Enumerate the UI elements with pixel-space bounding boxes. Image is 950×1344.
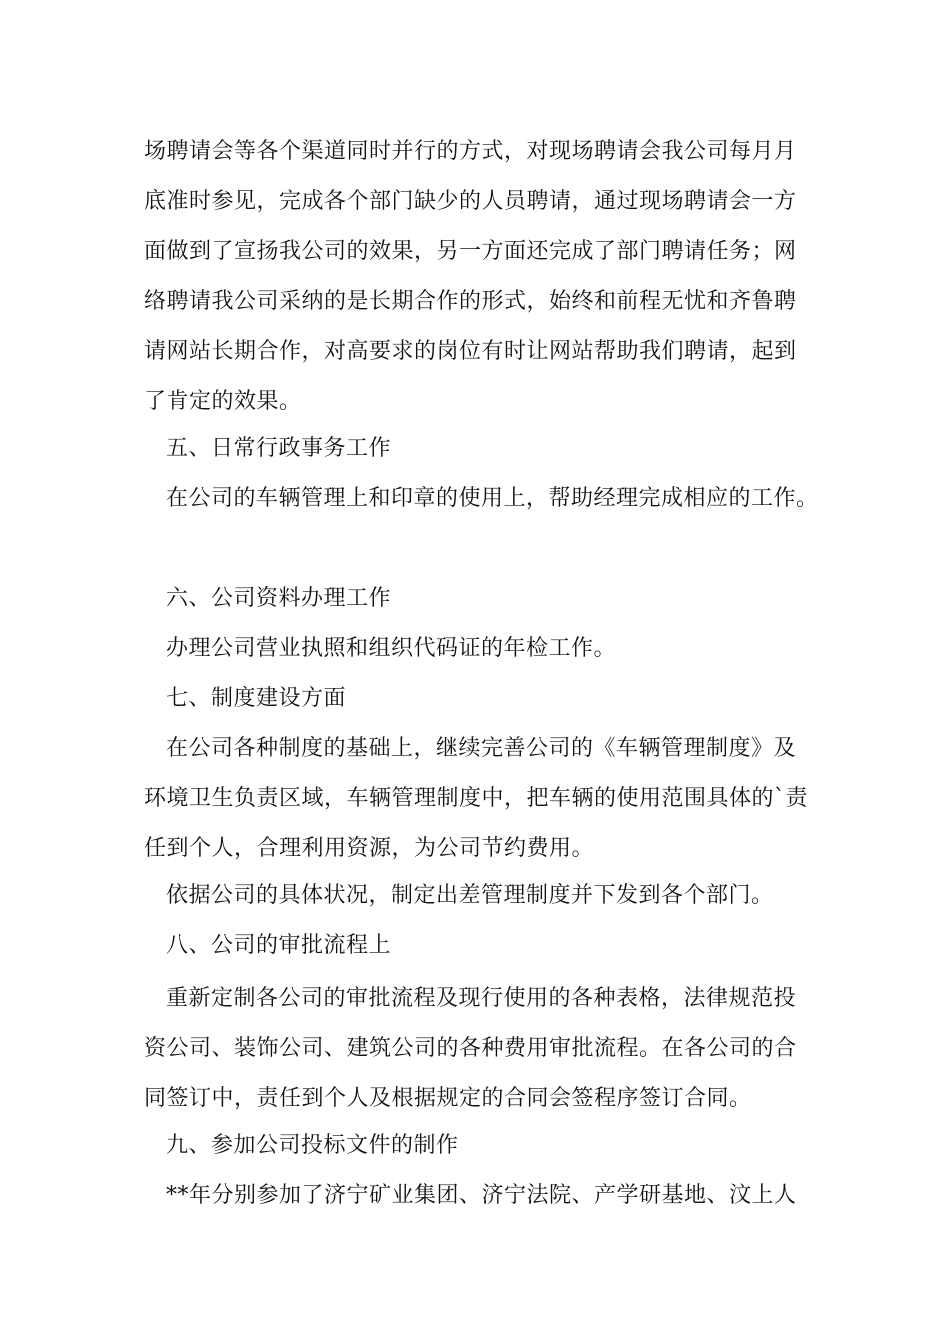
body-text-line: 同签订中，责任到个人及根据规定的合同会签程序签订合同。 [144,1086,752,1111]
body-text-line: 在公司的车辆管理上和印章的使用上，帮助经理完成相应的工作。 [166,486,819,511]
body-text-line: 重新定制各公司的审批流程及现行使用的各种表格，法律规范投 [166,986,797,1011]
section-heading: 七、制度建设方面 [166,686,347,711]
body-text-line: 面做到了宣扬我公司的效果，另一方面还完成了部门聘请任务；网 [144,239,797,264]
body-text-line: 络聘请我公司采纳的是长期合作的形式，始终和前程无忧和齐鲁聘 [144,289,797,314]
body-text-line: **年分别参加了济宁矿业集团、济宁法院、产学研基地、汶上人 [166,1183,797,1208]
body-text-line: 底准时参见，完成各个部门缺少的人员聘请，通过现场聘请会一方 [144,189,797,214]
body-text-line: 资公司、装饰公司、建筑公司的各种费用审批流程。在各公司的合 [144,1036,797,1061]
body-text-line: 在公司各种制度的基础上，继续完善公司的《车辆管理制度》及 [166,736,797,761]
section-heading: 九、参加公司投标文件的制作 [166,1133,459,1158]
section-heading: 五、日常行政事务工作 [166,436,392,461]
body-text-line: 了肯定的效果。 [144,389,302,414]
section-heading: 六、公司资料办理工作 [166,586,392,611]
body-text-line: 办理公司营业执照和组织代码证的年检工作。 [166,636,617,661]
section-heading: 八、公司的审批流程上 [166,933,392,958]
body-text-line: 依据公司的具体状况，制定出差管理制度并下发到各个部门。 [166,883,774,908]
body-text-line: 请网站长期合作，对高要求的岗位有时让网站帮助我们聘请，起到 [144,339,797,364]
body-text-line: 任到个人，合理利用资源，为公司节约费用。 [144,836,595,861]
body-text-line: 场聘请会等各个渠道同时并行的方式，对现场聘请会我公司每月月 [144,139,797,164]
body-text-line: 环境卫生负责区域，车辆管理制度中，把车辆的使用范围具体的`责 [144,786,809,811]
